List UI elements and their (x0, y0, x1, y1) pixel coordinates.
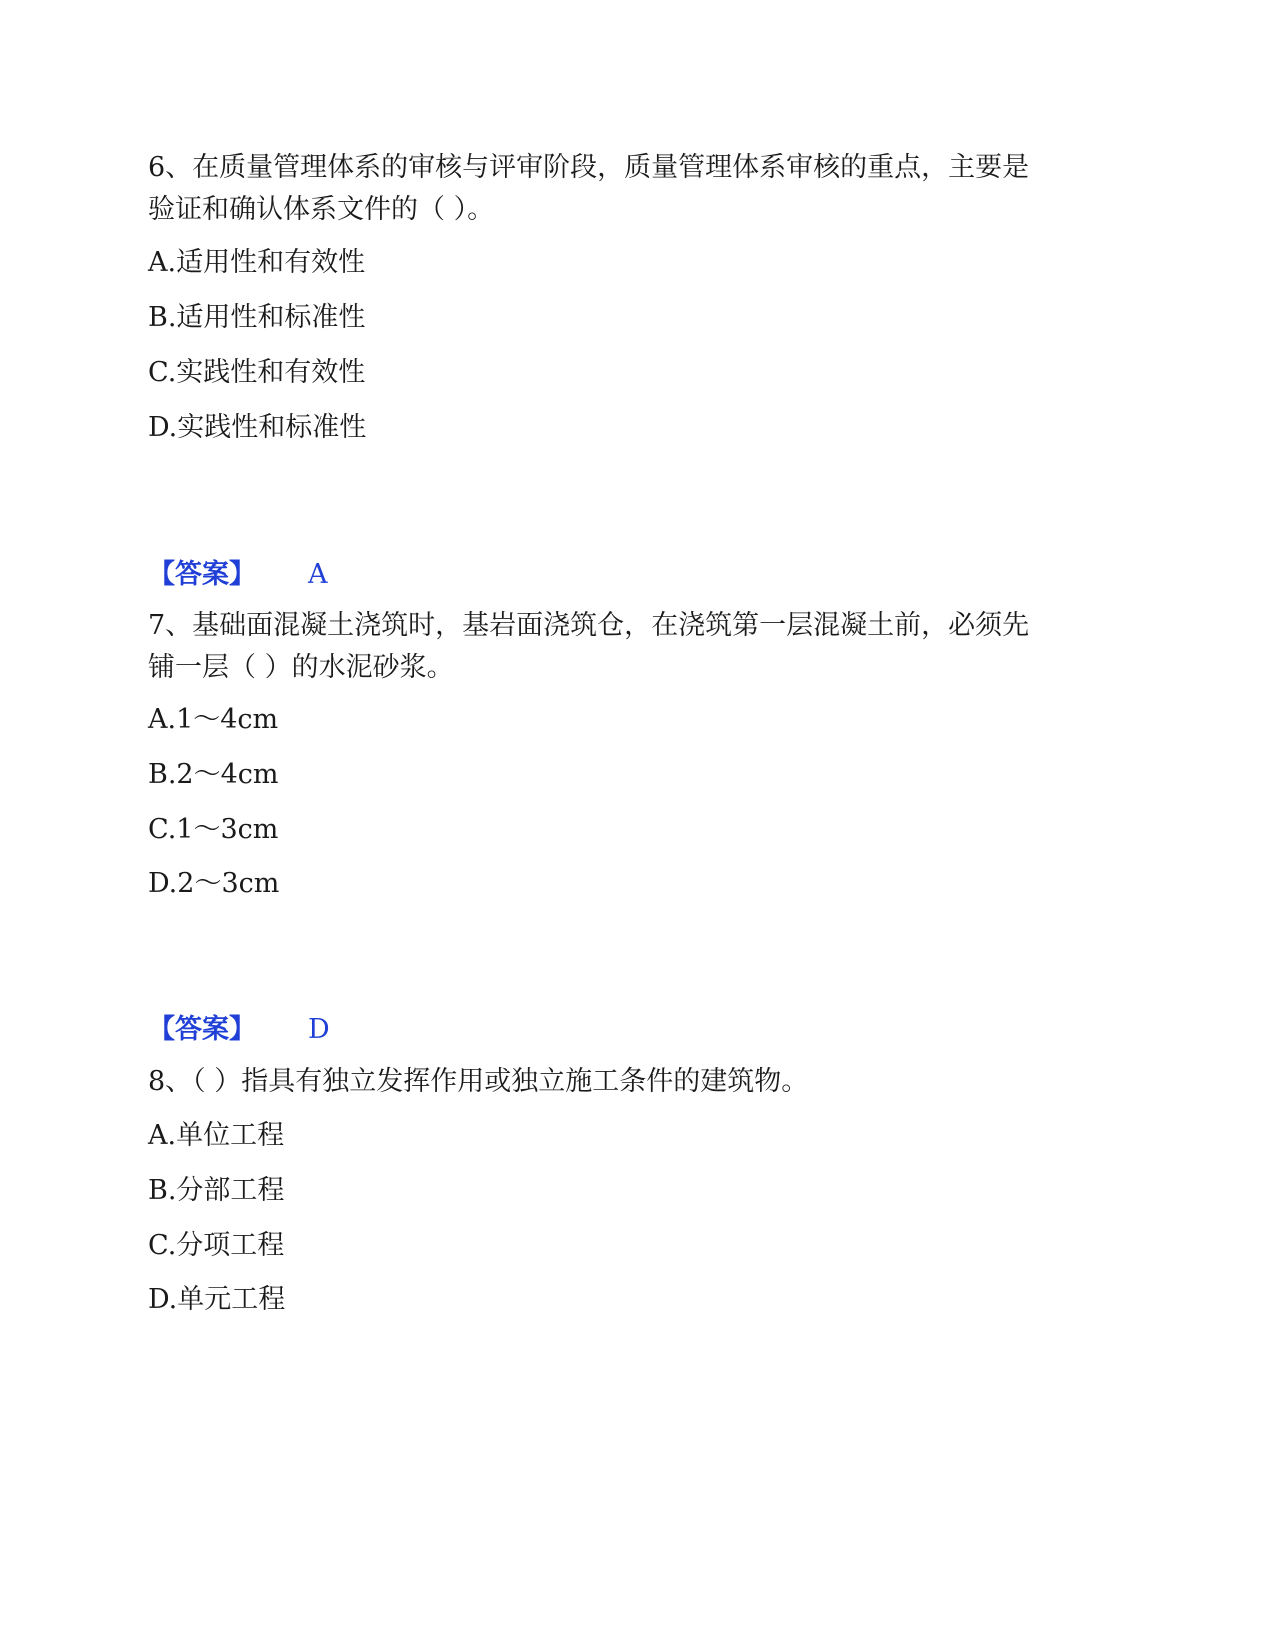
q7-option-c: C.1～3cm (148, 814, 279, 845)
q7-stem-line2: 铺一层（ ）的水泥砂浆。 (148, 652, 454, 683)
q8-option-a: A.单位工程 (148, 1120, 285, 1151)
q8-option-c: C.分项工程 (148, 1230, 285, 1261)
q6-answer-value: A (308, 559, 328, 590)
q6-option-b: B.适用性和标准性 (148, 302, 366, 333)
q6-stem-line1: 6、在质量管理体系的审核与评审阶段，质量管理体系审核的重点，主要是 (148, 152, 1030, 183)
q7-stem-line1: 7、基础面混凝土浇筑时，基岩面浇筑仓，在浇筑第一层混凝土前，必须先 (148, 610, 1030, 641)
q8-stem-line1: 8、（ ）指具有独立发挥作用或独立施工条件的建筑物。 (148, 1066, 809, 1097)
q6-answer-label: 【答案】 (148, 559, 256, 590)
q8-option-d: D.单元工程 (148, 1284, 286, 1315)
q6-option-d: D.实践性和标准性 (148, 412, 367, 443)
q6-option-a: A.适用性和有效性 (148, 247, 366, 278)
q7-answer-label: 【答案】 (148, 1014, 256, 1045)
q7-answer-value: D (308, 1014, 330, 1045)
q6-option-c: C.实践性和有效性 (148, 357, 366, 388)
q6-stem-line2: 验证和确认体系文件的（ ）。 (148, 194, 495, 225)
q7-option-d: D.2～3cm (148, 868, 280, 899)
q8-option-b: B.分部工程 (148, 1175, 285, 1206)
q7-option-a: A.1～4cm (148, 704, 279, 735)
q7-option-b: B.2～4cm (148, 759, 279, 790)
